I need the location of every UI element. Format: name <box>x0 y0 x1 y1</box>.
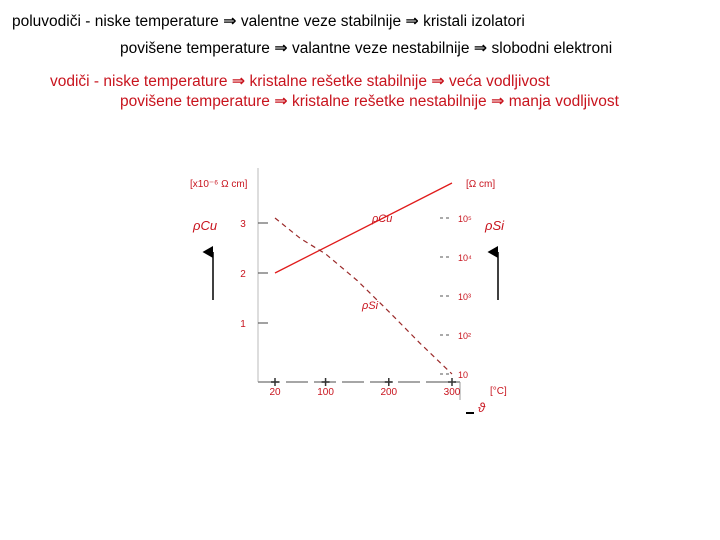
x-tick-label: 300 <box>443 387 461 398</box>
line4-part-b: manja vodljivost <box>508 93 619 110</box>
x-tick-label: 200 <box>380 387 398 398</box>
series-layer <box>275 183 452 374</box>
implies-arrow-icon: ⇒ <box>223 11 237 30</box>
right-tick-label: 10⁴ <box>458 253 472 263</box>
right-tick-label: 10³ <box>458 292 472 302</box>
implies-arrow-icon: ⇒ <box>274 38 288 57</box>
line2-part-a: valantne veze nestabilnije <box>291 40 470 57</box>
x-tick-label: 20 <box>269 387 281 398</box>
series-label-cu: ρCu <box>372 213 393 225</box>
line1-label: poluvodiči - niske temperature <box>12 13 219 30</box>
line4-label: povišene temperature <box>120 93 270 110</box>
left-tick-label: 2 <box>240 269 246 280</box>
line1-part-b: kristali izolatori <box>423 13 525 30</box>
line1-part-a: valentne veze stabilnije <box>240 13 402 30</box>
implies-arrow-icon: ⇒ <box>405 11 419 30</box>
left-tick-label: 1 <box>240 319 246 330</box>
right-tick-label: 10² <box>458 331 472 341</box>
ticks-layer <box>240 214 472 398</box>
left-tick-label: 3 <box>240 219 246 230</box>
implies-arrow-icon: ⇒ <box>473 38 488 57</box>
left-axis-label: ρCu <box>193 218 218 233</box>
x-unit-label: [°C] <box>490 386 507 397</box>
series-si-curve <box>275 218 452 374</box>
x-axis-symbol: ϑ <box>478 400 486 415</box>
series-label-si: ρSi <box>362 300 379 312</box>
line2-part-b: slobodni elektroni <box>491 40 613 57</box>
series-cu-line <box>275 183 452 273</box>
implies-arrow-icon: ⇒ <box>431 71 445 90</box>
line3-part-b: veća vodljivost <box>449 73 550 90</box>
right-unit-label: [Ω cm] <box>466 179 496 190</box>
x-tick-label: 100 <box>317 387 334 398</box>
right-tick-label: 10 <box>458 370 469 380</box>
right-tick-label: 10⁵ <box>458 214 472 224</box>
line2-label: povišene temperature <box>120 40 270 57</box>
left-unit-label: [x10⁻⁶ Ω cm] <box>190 179 248 190</box>
implies-arrow-icon: ⇒ <box>490 91 505 110</box>
implies-arrow-icon: ⇒ <box>274 91 288 110</box>
right-axis-label: ρSi <box>485 218 505 233</box>
line3-label: vodiči - niske temperature <box>50 73 228 90</box>
line4-part-a: kristalne rešetke nestabilnije <box>291 93 487 110</box>
implies-arrow-icon: ⇒ <box>231 71 246 90</box>
line3-part-a: kristalne rešetke stabilnije <box>249 73 427 90</box>
